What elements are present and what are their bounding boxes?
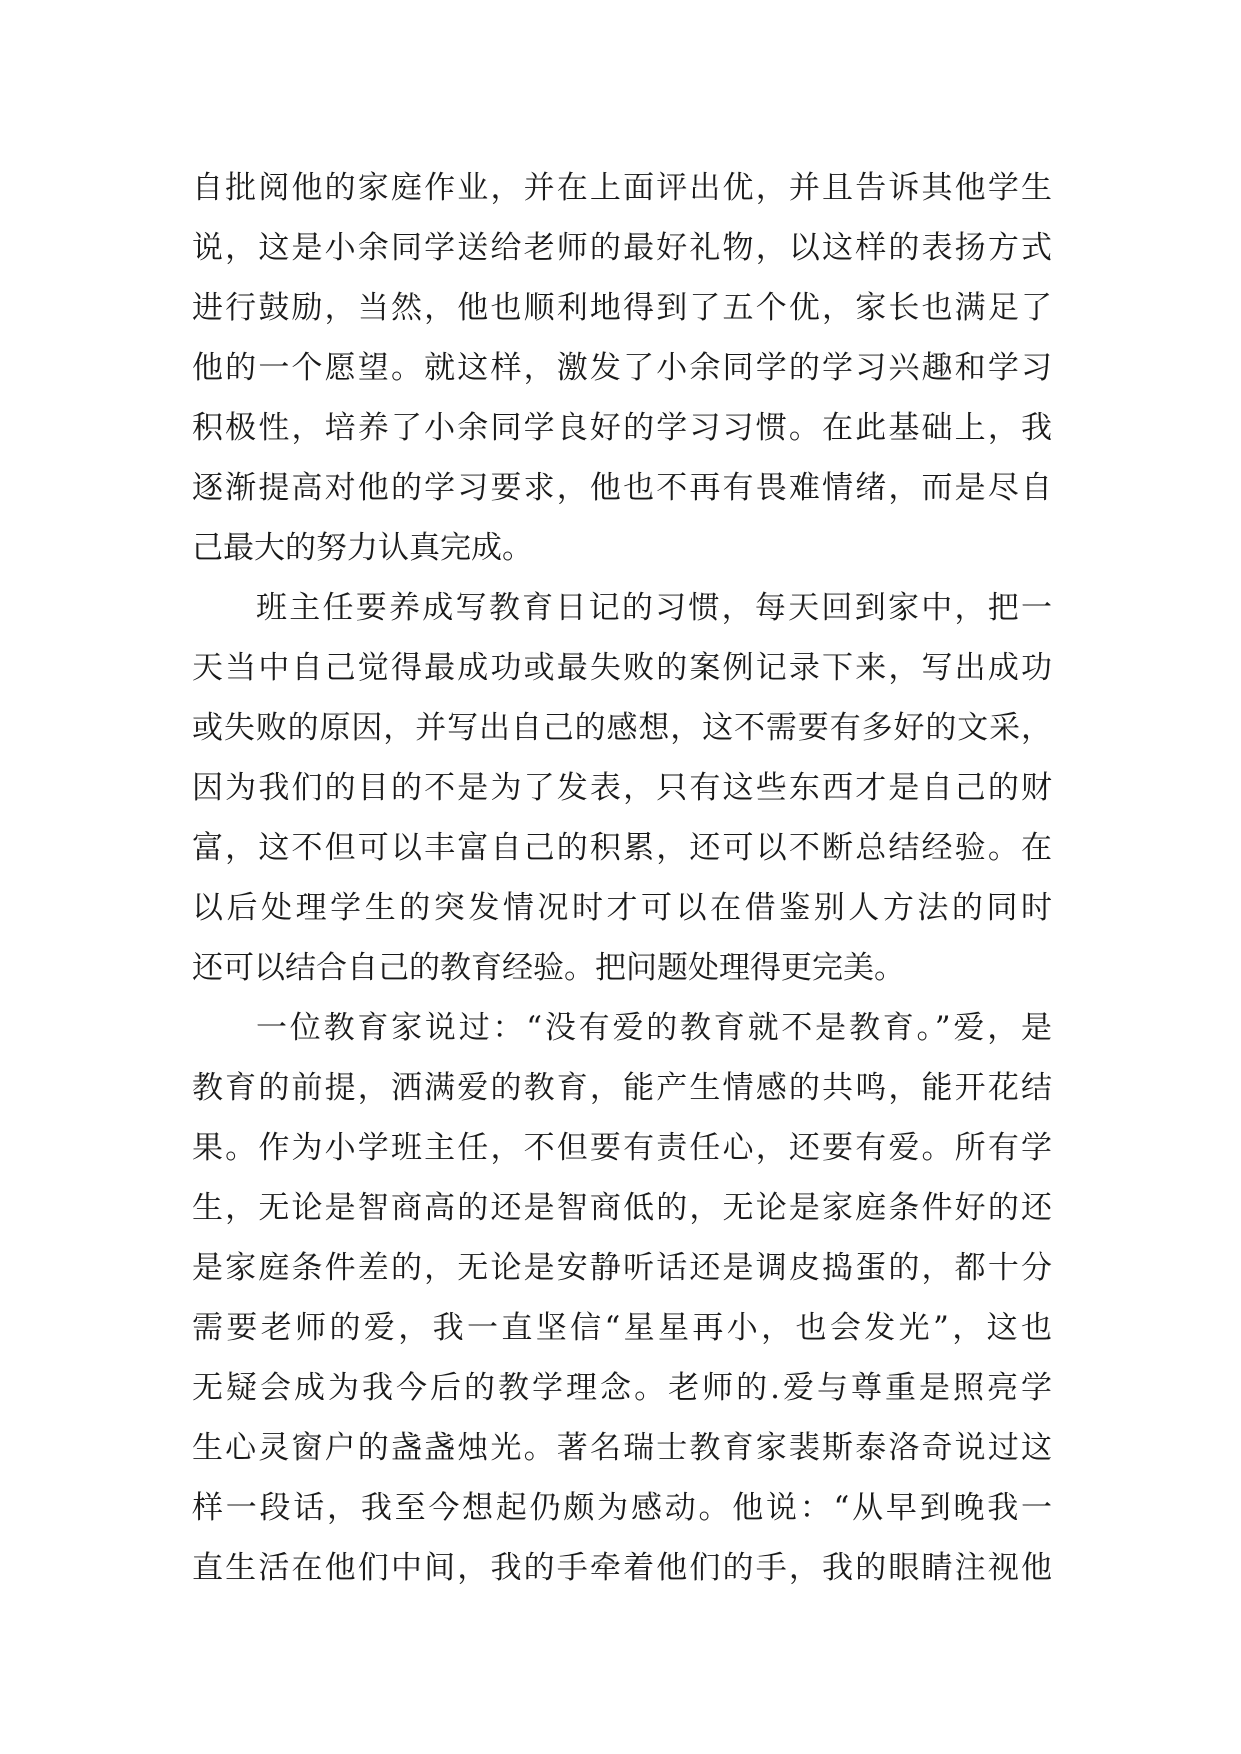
text-line: 他的一个愿望。就这样，激发了小余同学的学习兴趣和学习 — [192, 350, 1052, 386]
text-line: 进行鼓励，当然，他也顺利地得到了五个优，家长也满足了 — [192, 290, 1052, 326]
text-line: 生，无论是智商高的还是智商低的，无论是家庭条件好的还 — [192, 1190, 1052, 1226]
paragraph-2 — [192, 578, 1052, 998]
text-line: 或失败的原因，并写出自己的感想，这不需要有多好的文采， — [192, 710, 1052, 746]
text-line: 生心灵窗户的盏盏烛光。著名瑞士教育家裴斯泰洛奇说过这 — [192, 1430, 1052, 1466]
text-line: 说，这是小余同学送给老师的最好礼物，以这样的表扬方式 — [192, 230, 1052, 266]
text-line: 积极性，培养了小余同学良好的学习习惯。在此基础上，我 — [192, 410, 1052, 446]
document-body — [192, 158, 1052, 1598]
text-line: 是家庭条件差的，无论是安静听话还是调皮捣蛋的，都十分 — [192, 1250, 1052, 1286]
text-line: 直生活在他们中间，我的手牵着他们的手，我的眼睛注视他 — [192, 1550, 1052, 1586]
text-line: 富，这不但可以丰富自己的积累，还可以不断总结经验。在 — [192, 830, 1052, 866]
text-line: 一位教育家说过：“没有爱的教育就不是教育。”爱，是 — [256, 1010, 1052, 1046]
text-line: 逐渐提高对他的学习要求，他也不再有畏难情绪，而是尽自 — [192, 470, 1052, 506]
text-line: 教育的前提，洒满爱的教育，能产生情感的共鸣，能开花结 — [192, 1070, 1052, 1106]
paragraph-1 — [192, 158, 1052, 578]
text-line: 无疑会成为我今后的教学理念。老师的.爱与尊重是照亮学 — [192, 1370, 1052, 1406]
text-line: 班主任要养成写教育日记的习惯，每天回到家中，把一 — [256, 590, 1052, 626]
text-line: 还可以结合自己的教育经验。把问题处理得更完美。 — [192, 950, 905, 986]
text-line: 己最大的努力认真完成。 — [192, 530, 533, 566]
paragraph-3 — [192, 998, 1052, 1598]
text-line: 果。作为小学班主任，不但要有责任心，还要有爱。所有学 — [192, 1130, 1052, 1166]
text-line: 以后处理学生的突发情况时才可以在借鉴别人方法的同时 — [192, 890, 1052, 926]
text-line: 天当中自己觉得最成功或最失败的案例记录下来，写出成功 — [192, 650, 1052, 686]
text-line: 自批阅他的家庭作业，并在上面评出优，并且告诉其他学生 — [192, 170, 1052, 206]
text-line: 需要老师的爱，我一直坚信“星星再小，也会发光”，这也 — [192, 1310, 1052, 1346]
text-line: 因为我们的目的不是为了发表，只有这些东西才是自己的财 — [192, 770, 1052, 806]
text-line: 样一段话，我至今想起仍颇为感动。他说：“从早到晚我一 — [192, 1490, 1052, 1526]
